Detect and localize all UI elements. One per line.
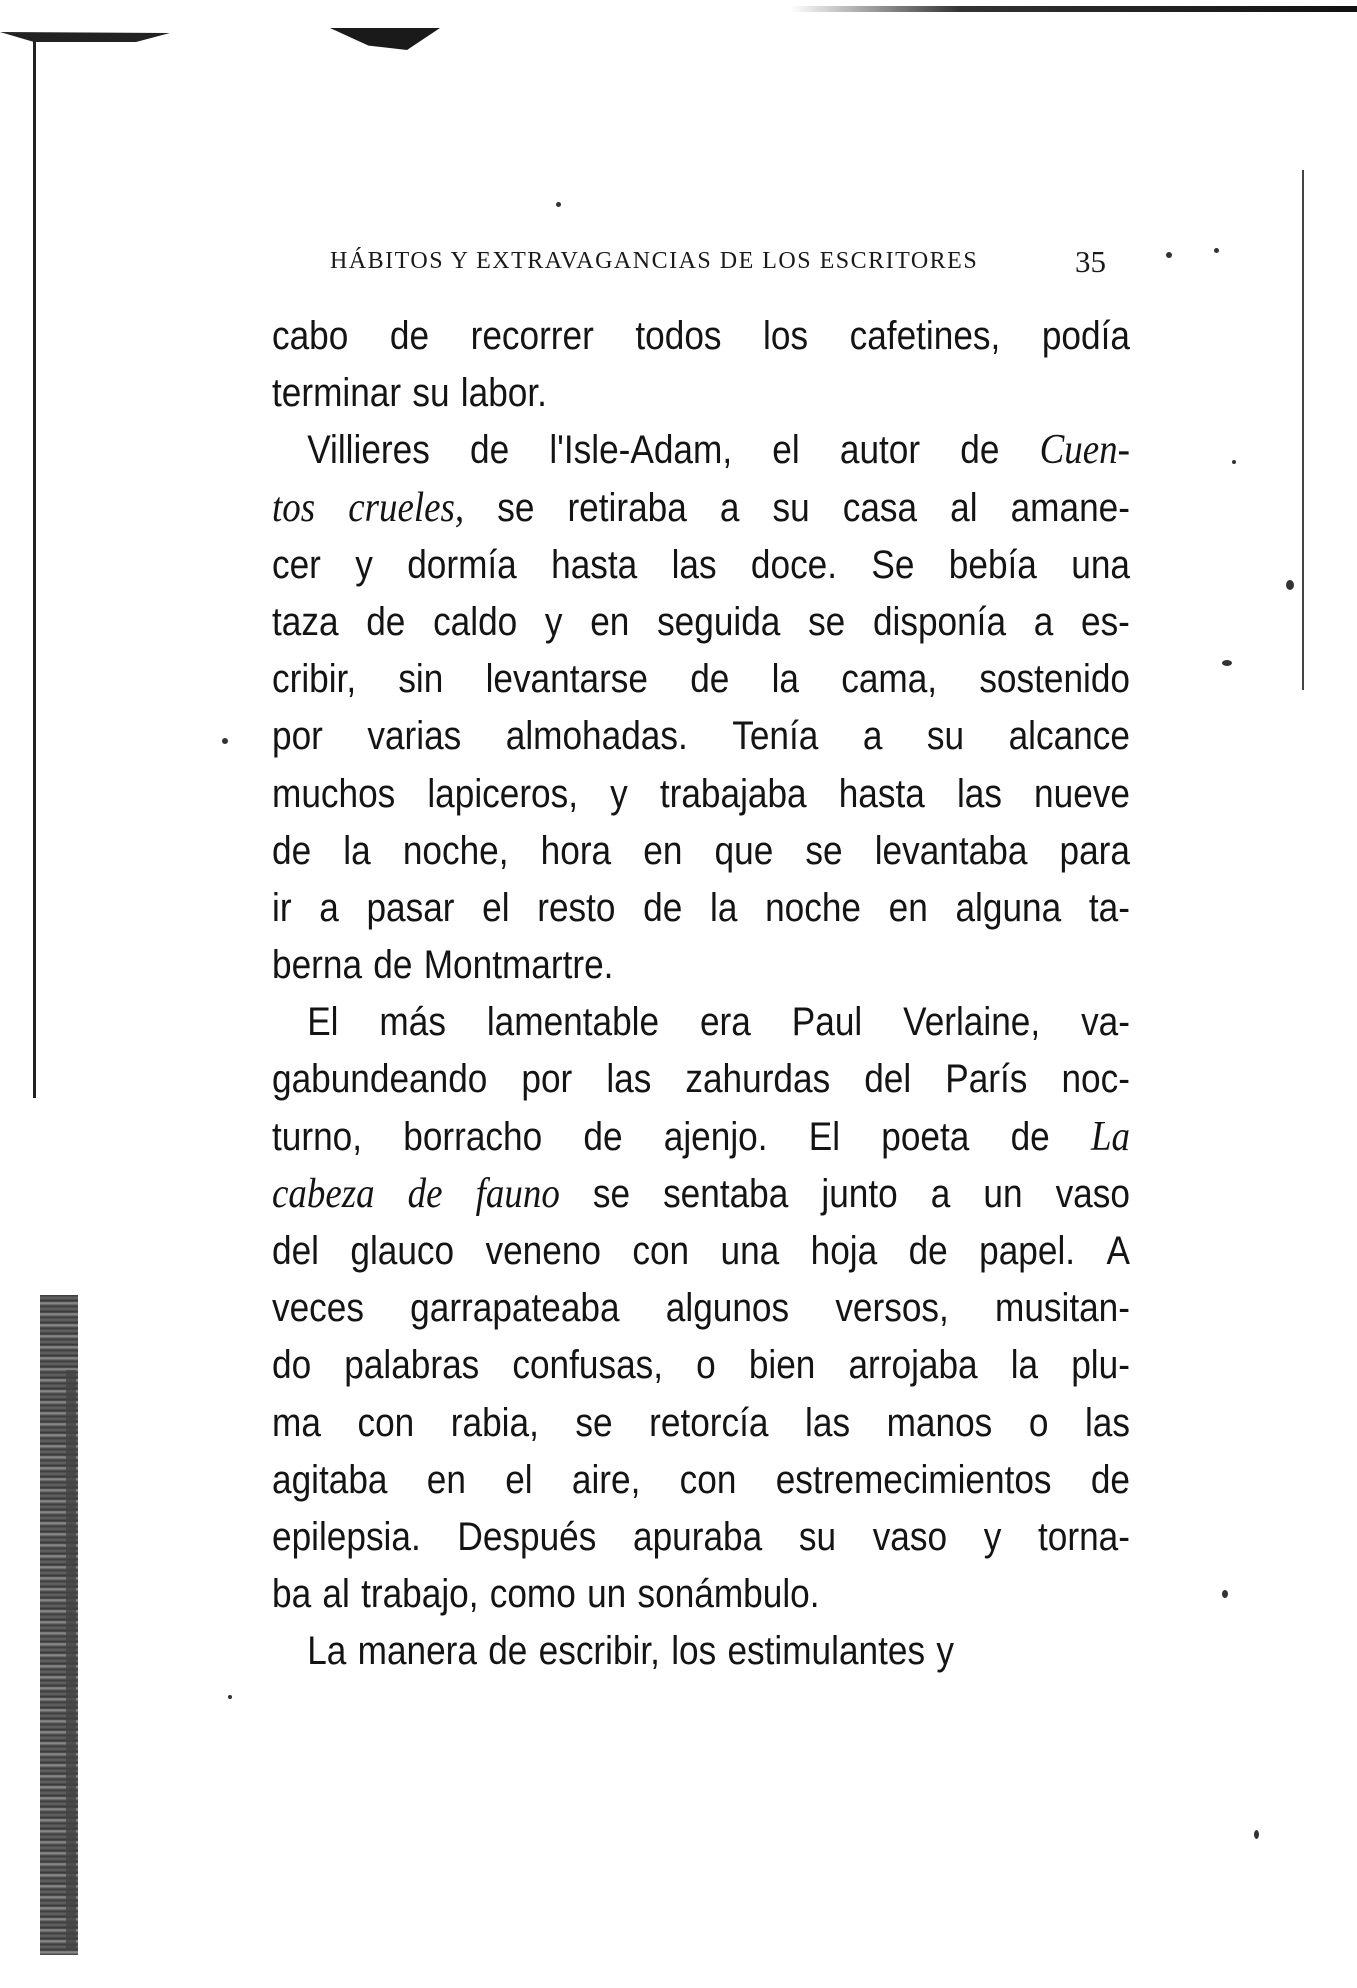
word: de <box>407 1170 443 1217</box>
word: que <box>714 828 774 873</box>
word: epilepsia. <box>272 1514 421 1559</box>
scan-speck <box>222 738 228 744</box>
scan-speck <box>228 1695 232 1699</box>
word: turno, <box>272 1114 363 1159</box>
word: y <box>544 599 563 644</box>
word: vaso <box>1055 1171 1130 1216</box>
word: fauno <box>475 1170 560 1217</box>
word: y <box>355 542 373 587</box>
word: plu- <box>1071 1343 1130 1388</box>
word: un <box>587 1572 627 1617</box>
word: seguida <box>657 599 781 644</box>
word: El <box>307 1000 339 1045</box>
word: levantarse <box>485 657 648 702</box>
scan-speck <box>1286 580 1294 590</box>
word: A <box>1106 1229 1130 1273</box>
word: las <box>671 542 717 587</box>
word: el <box>505 1457 533 1502</box>
word: cabo <box>272 314 349 358</box>
word: zahurdas <box>685 1057 831 1102</box>
word: Paul <box>791 1000 863 1045</box>
page-number: 35 <box>1075 244 1106 279</box>
word: l'Isle-Adam, <box>549 428 733 473</box>
word: bebía <box>948 542 1037 587</box>
scan-speck <box>1214 248 1219 253</box>
word: los <box>763 314 809 358</box>
word: manera <box>357 1629 477 1674</box>
scan-speck <box>1166 252 1172 258</box>
scan-top-edge-line <box>790 6 1357 12</box>
word: de <box>272 828 312 873</box>
word: trabajaba <box>659 771 807 816</box>
text-line <box>272 1223 1130 1280</box>
word: por <box>272 714 323 759</box>
word: estremecimientos <box>775 1457 1052 1502</box>
word: retorcía <box>649 1400 769 1445</box>
word: Después <box>457 1514 597 1559</box>
text-line <box>272 766 1130 823</box>
word: cabeza <box>272 1170 375 1217</box>
word: se <box>497 485 535 530</box>
word: poeta <box>881 1114 970 1159</box>
word: ajenjo. <box>663 1114 768 1159</box>
word: lapiceros, <box>427 771 579 816</box>
word: agitaba <box>272 1457 388 1502</box>
word: estimulantes <box>727 1629 926 1674</box>
word: Villieres <box>307 428 430 473</box>
word: su <box>772 485 810 530</box>
word: de <box>1090 1457 1130 1502</box>
text-line <box>272 1337 1130 1394</box>
text-line <box>272 937 1130 994</box>
word: su <box>926 714 965 759</box>
word: La <box>1090 1113 1130 1160</box>
text-line <box>272 823 1130 880</box>
word: berna <box>272 943 363 988</box>
word: ir <box>272 885 292 930</box>
word: una <box>1071 542 1130 587</box>
word: con <box>632 1229 690 1273</box>
word: rabia, <box>450 1400 539 1445</box>
word: de <box>643 885 683 930</box>
word: junto <box>821 1171 898 1216</box>
scan-binding-shadow <box>66 1370 76 1950</box>
scan-speck <box>1222 660 1232 666</box>
word: La <box>307 1629 347 1674</box>
word: de <box>366 599 406 644</box>
word: de <box>690 657 730 702</box>
scan-right-edge-line <box>1302 170 1304 690</box>
word: los <box>671 1629 717 1674</box>
scan-speck <box>556 202 561 207</box>
text-line <box>272 1566 1130 1623</box>
word: a <box>719 485 740 530</box>
word: Montmartre. <box>423 943 614 988</box>
word: las <box>805 1400 851 1445</box>
word: musitan- <box>995 1286 1130 1331</box>
word: y <box>610 771 628 816</box>
word: varias <box>367 714 462 759</box>
word: el <box>482 885 510 930</box>
scan-speck <box>1222 1590 1228 1598</box>
text-line <box>272 480 1130 537</box>
scan-ink-blot <box>0 32 170 42</box>
word: de <box>1010 1114 1050 1159</box>
word: torna- <box>1038 1514 1130 1559</box>
word: El <box>808 1114 841 1159</box>
word: Verlaine, <box>903 1000 1041 1045</box>
word: y <box>936 1629 954 1674</box>
word: noche, <box>402 828 509 873</box>
word: hoja <box>810 1229 878 1273</box>
text-line <box>272 880 1130 937</box>
word: hora <box>540 828 612 873</box>
word: arrojaba <box>848 1343 978 1388</box>
word: glauco <box>350 1229 455 1273</box>
word: con <box>679 1457 737 1502</box>
word: de <box>908 1229 948 1273</box>
word: disponía <box>872 599 1007 644</box>
word: se <box>575 1400 613 1445</box>
word: caldo <box>433 599 518 644</box>
word: trabajo, <box>361 1572 479 1617</box>
word: la <box>710 885 738 930</box>
word: alguna <box>955 885 1062 930</box>
word: en <box>643 828 683 873</box>
word: bien <box>748 1343 816 1388</box>
word: sostenido <box>979 657 1130 702</box>
word: se <box>592 1171 631 1216</box>
scan-ink-blot <box>330 28 440 50</box>
word: como <box>489 1572 576 1617</box>
word: una <box>720 1229 780 1273</box>
word: o <box>696 1343 716 1388</box>
word: ta- <box>1088 885 1130 930</box>
word: apuraba <box>633 1514 763 1559</box>
text-line <box>272 708 1130 765</box>
body-text <box>272 308 1130 1681</box>
word: ma <box>272 1400 321 1445</box>
text-line <box>272 537 1130 594</box>
word: ba <box>272 1572 312 1617</box>
word: la <box>343 828 371 873</box>
word: las <box>956 771 1002 816</box>
word: todos <box>635 314 722 358</box>
word: muchos <box>272 771 396 816</box>
scan-left-edge-line <box>33 38 36 1098</box>
text-line <box>272 422 1130 479</box>
word: a <box>1033 599 1054 644</box>
word: se <box>808 599 846 644</box>
word: Cuen- <box>1039 427 1130 474</box>
word: al <box>950 485 978 530</box>
word: cafetines, <box>849 314 1001 358</box>
word: a <box>319 885 339 930</box>
word: crueles, <box>348 484 465 531</box>
text-line <box>272 1509 1130 1566</box>
word: la <box>771 657 799 702</box>
word: cama, <box>841 657 938 702</box>
word: labor. <box>460 371 547 416</box>
word: retiraba <box>567 485 687 530</box>
word: y <box>983 1514 1002 1559</box>
word: en <box>426 1457 466 1502</box>
word: por <box>521 1057 573 1102</box>
running-head: HÁBITOS Y EXTRAVAGANCIAS DE LOS ESCRITORES <box>330 248 979 274</box>
word: de <box>583 1114 623 1159</box>
text-line <box>272 1623 1130 1680</box>
word: algunos <box>665 1286 790 1331</box>
word: para <box>1059 828 1130 873</box>
word: veneno <box>485 1229 601 1273</box>
word: en <box>590 599 630 644</box>
word: cer <box>272 542 321 587</box>
word: del <box>272 1229 319 1273</box>
word: más <box>379 1000 446 1045</box>
word: las <box>606 1057 652 1102</box>
word: resto <box>537 885 616 930</box>
word: escribir, <box>538 1629 660 1674</box>
text-line <box>272 1109 1130 1166</box>
word: del <box>864 1057 912 1102</box>
word: hasta <box>551 542 638 587</box>
word: palabras <box>344 1343 480 1388</box>
word: París <box>945 1057 1028 1102</box>
scan-speck <box>1232 460 1236 464</box>
word: alcance <box>1008 714 1130 759</box>
scan-speck <box>1254 1830 1259 1839</box>
word: almohadas. <box>505 714 688 759</box>
word: de <box>960 428 1000 473</box>
word: hasta <box>838 771 925 816</box>
word: nueve <box>1034 771 1130 816</box>
word: la <box>1010 1343 1039 1388</box>
word: taza <box>272 599 339 644</box>
word: borracho <box>403 1114 543 1159</box>
word: de <box>373 943 413 988</box>
word: sonámbulo. <box>637 1572 820 1617</box>
word: levantaba <box>874 828 1028 873</box>
word: con <box>357 1400 415 1445</box>
text-line <box>272 365 1130 422</box>
word: al <box>322 1572 350 1617</box>
word: de <box>389 314 430 358</box>
word: cribir, <box>272 657 357 702</box>
text-line <box>272 1452 1130 1509</box>
word: recorrer <box>470 314 594 358</box>
word: papel. <box>979 1229 1076 1273</box>
word: o <box>1028 1400 1049 1445</box>
text-line <box>272 651 1130 708</box>
word: lamentable <box>486 1000 660 1045</box>
text-line <box>272 594 1130 651</box>
word: vaso <box>872 1514 948 1559</box>
word: gabundeando <box>272 1057 488 1102</box>
word: garrapateaba <box>410 1286 620 1331</box>
word: do <box>272 1343 312 1388</box>
text-line <box>272 1166 1130 1223</box>
word: Se <box>871 542 915 587</box>
word: tos <box>272 484 316 531</box>
word: a <box>862 714 883 759</box>
text-line <box>272 308 1130 365</box>
word: pasar <box>366 885 455 930</box>
word: doce. <box>750 542 838 587</box>
word: su <box>798 1514 837 1559</box>
word: de <box>488 1629 528 1674</box>
word: se <box>805 828 843 873</box>
word: dormía <box>407 542 517 587</box>
text-line <box>272 1051 1130 1108</box>
word: un <box>983 1171 1023 1216</box>
word: manos <box>886 1400 993 1445</box>
word: su <box>412 371 450 416</box>
word: podía <box>1041 314 1130 358</box>
word: sentaba <box>663 1171 789 1216</box>
word: era <box>699 1000 751 1045</box>
word: a <box>930 1171 951 1216</box>
word: noc- <box>1061 1057 1130 1102</box>
word: casa <box>842 485 918 530</box>
text-line <box>272 994 1130 1051</box>
word: sin <box>398 657 444 702</box>
word: versos, <box>835 1286 949 1331</box>
word: autor <box>839 428 921 473</box>
word: confusas, <box>512 1343 664 1388</box>
word: es- <box>1080 599 1130 644</box>
word: veces <box>272 1286 364 1331</box>
word: las <box>1084 1400 1130 1445</box>
word: el <box>772 428 800 473</box>
word: aire, <box>571 1457 641 1502</box>
word: amane- <box>1010 485 1130 530</box>
text-line <box>272 1280 1130 1337</box>
word: noche <box>765 885 861 930</box>
text-line <box>272 1395 1130 1452</box>
word: terminar <box>272 371 402 416</box>
word: va- <box>1081 1000 1130 1045</box>
word: Tenía <box>732 714 819 759</box>
word: de <box>469 428 510 473</box>
word: en <box>888 885 928 930</box>
